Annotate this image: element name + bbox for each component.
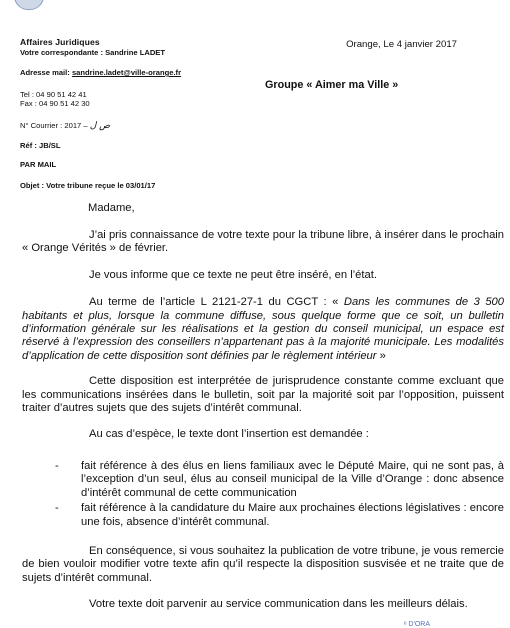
paragraph-7: Votre texte doit parvenir au service communication dans les meilleurs délais.: [89, 598, 468, 611]
letter-body: [22, 229, 504, 455]
paragraph-1: J’ai pris connaissance de votre texte pour la tribune libre, à insérer dans le prochain « Orange Vérités » de février.: [22, 229, 504, 255]
list-item: [55, 460, 504, 500]
email-label: Adresse mail:: [20, 68, 70, 77]
email-line: [20, 68, 181, 77]
fax: Fax : 04 90 51 42 30: [20, 99, 90, 108]
bullet-text: fait référence à des élus en liens familiaux avec le Député Maire, qui ne sont pas, à l’exception d’un seul, élus au conseil municipal de la Ville d’Orange : donc absence d’intérêt communal de cette communication: [81, 460, 504, 499]
paragraph-6: En conséquence, si vous souhaitez la publication de votre tribune, je vous remercie de bien vouloir modifier votre texte afin qu’il respecte la disposition susvisée et ne traite que de sujets d’intérêt communal.: [22, 545, 504, 584]
department-name: Affaires Juridiques: [20, 37, 100, 47]
list-item: [55, 502, 504, 529]
salutation: Madame,: [88, 202, 135, 214]
reference: Réf : JB/SL: [20, 141, 61, 150]
legal-quote: Dans les communes de 3 500 habitants et plus, lorsque la commune diffuse, sous quelque forme que ce soit, un bulletin d’information générale sur les réalisations et la gestion du conseil municipal, un espace est réservé à l’expression des conseillers n’appartenant pas à la majorité municipale. Les modalités d’application de cette disposition sont définies par le règlement intérieur: [22, 296, 504, 362]
quote-close: »: [379, 349, 386, 362]
paragraph-3: [22, 296, 504, 363]
recipient-group: Groupe « Aimer ma Ville »: [265, 79, 399, 91]
email-link[interactable]: sandrine.ladet@ville-orange.fr: [71, 68, 182, 77]
letter-closing: [22, 545, 504, 612]
courier-label: N° Courrier : 2017 –: [20, 121, 88, 130]
tel: Tel : 04 90 51 42 41: [20, 90, 87, 99]
bullet-dash: -: [55, 460, 59, 472]
bullet-dash: -: [55, 502, 59, 515]
subject-line: Objet : Votre tribune reçue le 03/01/17: [20, 181, 156, 190]
stamp-text: ᵉ D'ORA: [403, 621, 430, 628]
place-date: Orange, Le 4 janvier 2017: [346, 39, 457, 50]
paragraph-2: Je vous informe que ce texte ne peut être inséré, en l’état.: [89, 268, 377, 281]
handwritten-mark: ص ل: [89, 121, 111, 131]
paragraph-3-intro: Au terme de l’article L 2121-27-1 du CGCT : «: [89, 296, 339, 309]
par-mail: PAR MAIL: [20, 160, 57, 169]
correspondent: Votre correspondante : Sandrine LADET: [20, 48, 166, 57]
paragraph-5: Au cas d’espèce, le texte dont l’insertion est demandée :: [89, 428, 369, 441]
courier-number: [20, 121, 110, 131]
city-logo: [14, 0, 44, 10]
paragraph-4: Cette disposition est interprétée de jurisprudence constante comme excluant que les communications insérées dans le bulletin, soit par la majorité soit par l’opposition, puissent traiter d’autres sujets que des sujets d’intérêt communal.: [22, 375, 504, 415]
bullet-text: fait référence à la candidature du Maire aux prochaines élections législatives : encore une fois, absence d’intérêt communal.: [81, 502, 504, 528]
objection-list: [55, 460, 504, 531]
